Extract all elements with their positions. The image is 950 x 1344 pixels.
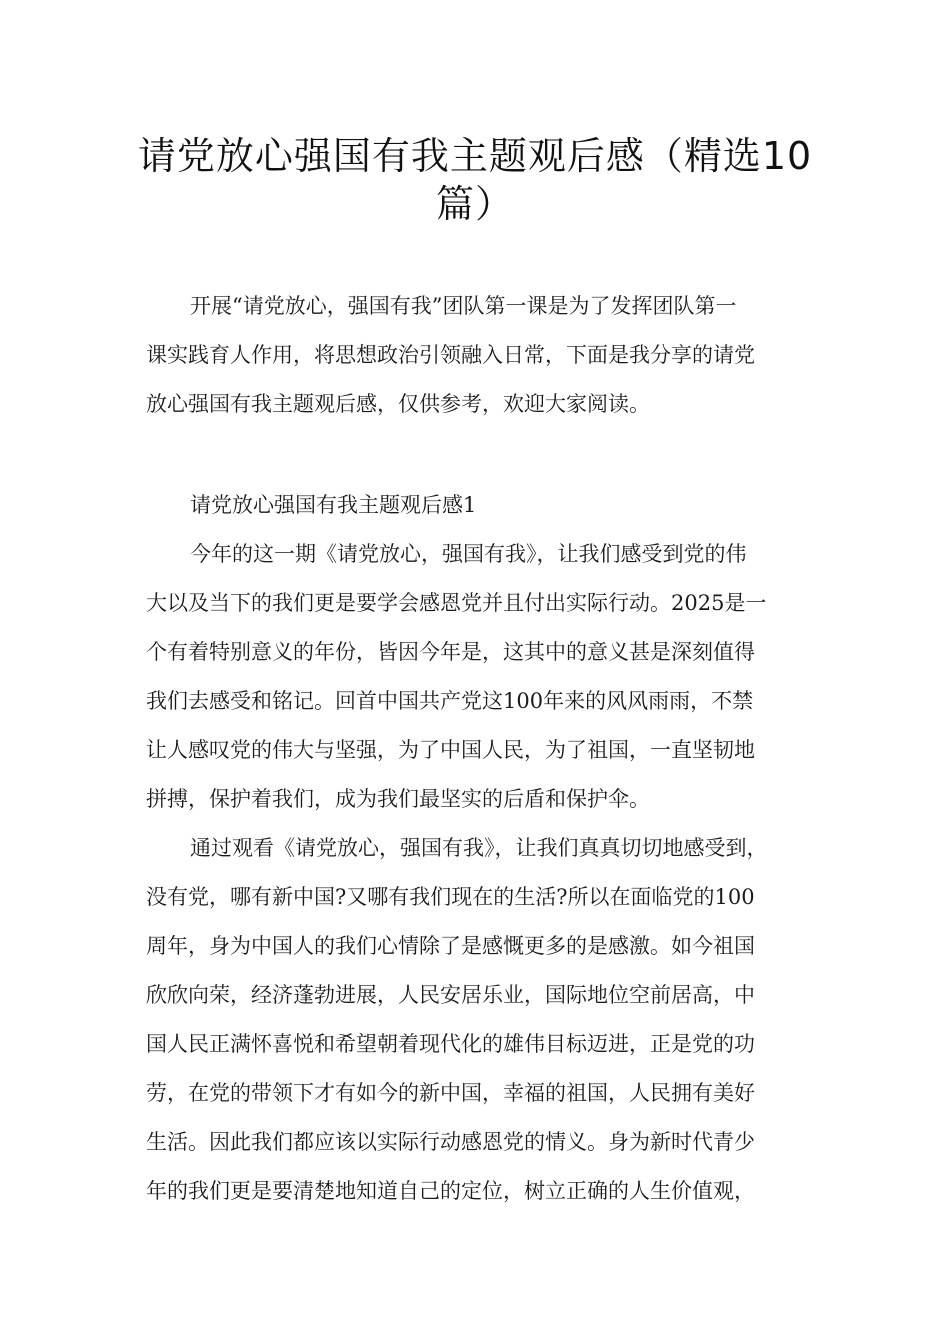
text-line: 年的我们更是要清楚地知道自己的定位，树立正确的人生价值观， [146,1179,755,1203]
paragraph-2 [146,824,810,1216]
text-line: 拼搏，保护着我们，成为我们最坚实的后盾和保护伞。 [146,787,650,811]
text-line: 放心强国有我主题观后感，仅供参考，欢迎大家阅读。 [146,392,650,416]
intro-paragraph [146,282,810,429]
text-line: 今年的这一期《请党放心，强国有我》，让我们感受到党的伟 [190,542,747,566]
text-line: 通过观看《请党放心，强国有我》，让我们真真切切地感受到， [190,836,768,860]
text-line: 没有党，哪有新中国?又哪有我们现在的生活?所以在面临党的100 [146,885,755,909]
text-line: 周年，身为中国人的我们心情除了是感慨更多的是感激。如今祖国 [146,934,755,958]
document-body [146,282,810,1216]
title-line: 请党放心强国有我主题观后感（精选10 [137,134,813,178]
text-line: 欣欣向荣，经济蓬勃进展，人民安居乐业，国际地位空前居高，中 [146,983,755,1007]
text-line: 开展“请党放心，强国有我”团队第一课是为了发挥团队第一 [190,294,737,318]
text-line: 课实践育人作用，将思想政治引领融入日常，下面是我分享的请党 [146,343,755,367]
text-line: 让人感叹党的伟大与坚强，为了中国人民，为了祖国，一直坚韧地 [146,738,755,762]
text-line: 大以及当下的我们更是要学会感恩党并且付出实际行动。2025是一 [146,591,767,615]
text-line: 个有着特别意义的年份，皆因今年是，这其中的意义甚是深刻值得 [146,640,755,664]
document-title [100,132,850,228]
text-line: 我们去感受和铭记。回首中国共产党这100年来的风风雨雨，不禁 [146,689,754,713]
section-heading-text: 请党放心强国有我主题观后感1 [190,493,477,517]
text-line: 国人民正满怀喜悦和希望朝着现代化的雄伟目标迈进，正是党的功 [146,1032,755,1056]
text-line: 劳，在党的带领下才有如今的新中国，幸福的祖国，人民拥有美好 [146,1081,755,1105]
section-heading [146,481,810,530]
spacer [146,429,810,481]
text-line: 生活。因此我们都应该以实际行动感恩党的情义。身为新时代青少 [146,1130,755,1154]
paragraph-1 [146,530,810,824]
title-line: 篇） [435,182,514,226]
